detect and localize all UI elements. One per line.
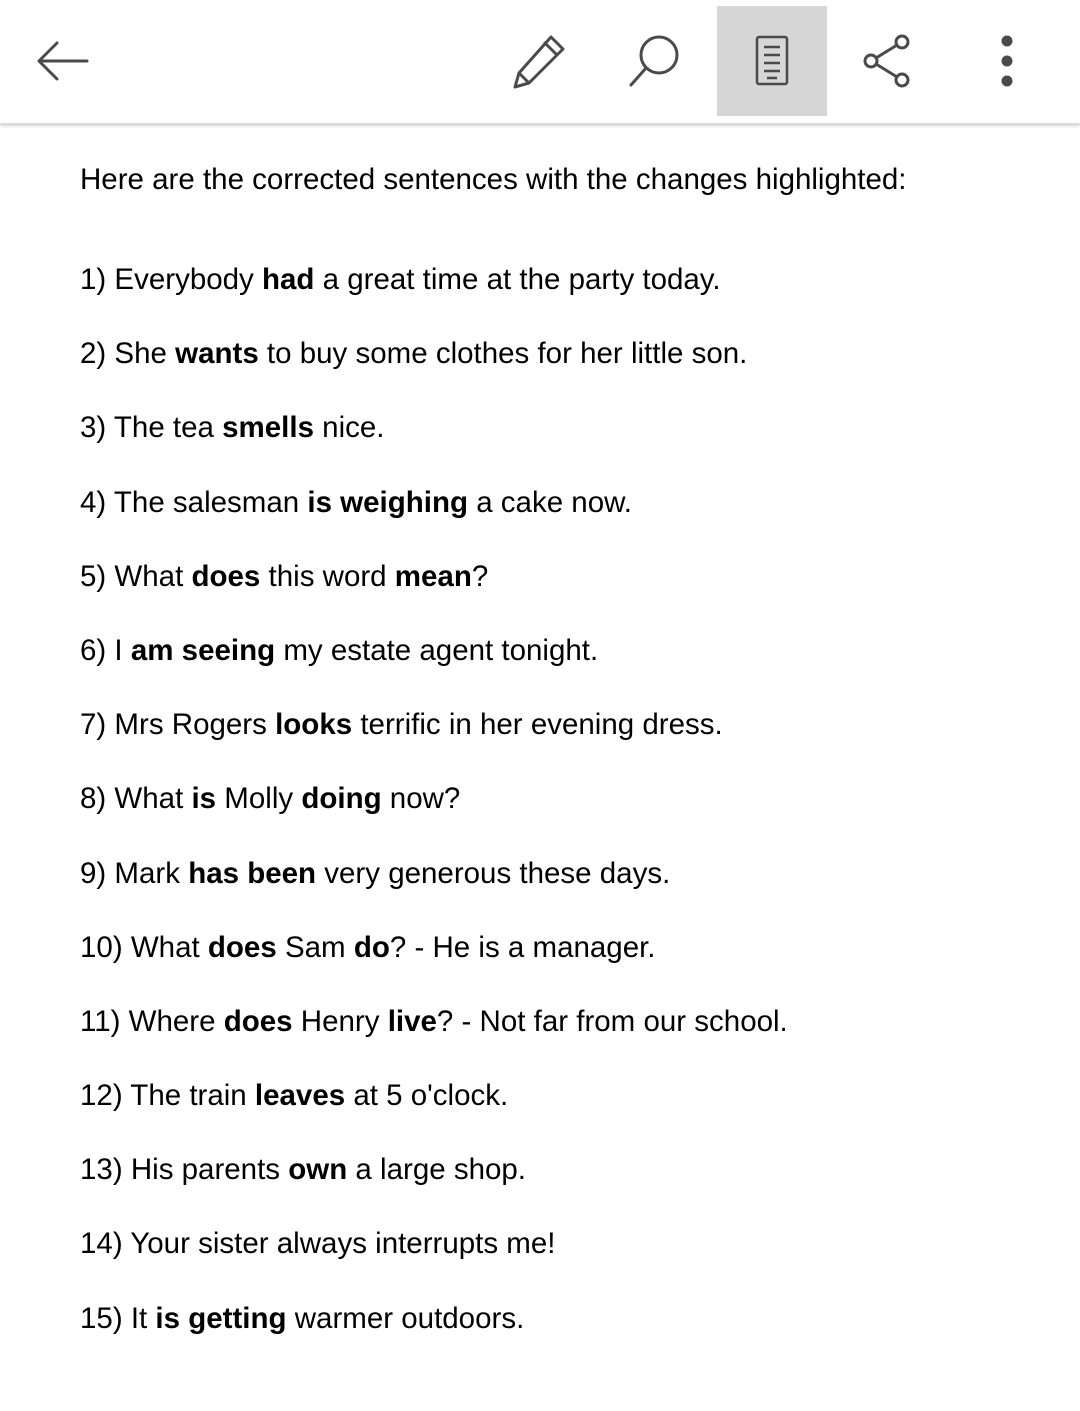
sentence-text: a great time at the party today. [314,263,721,296]
sentence-text: a large shop. [347,1153,526,1187]
sentence-text: 6) I [80,633,131,667]
share-button[interactable] [833,6,943,116]
sentence-text: this word [260,559,395,593]
sentence-text: 11) Where [80,1004,224,1038]
sentence-text: 12) The train [80,1079,255,1113]
sentence-text: ? - Not far from our school. [436,1004,788,1038]
app-toolbar [0,0,1080,124]
search-icon [627,33,683,89]
sentence-text: a cake now. [468,485,632,519]
sentence-text: 5) What [80,559,192,593]
highlighted-change: does [191,559,261,593]
highlighted-change: is [191,782,217,816]
mobile-view-icon [752,35,792,87]
highlighted-change: doing [301,782,382,816]
sentence-item [80,336,788,410]
sentence-text: ? [471,559,489,593]
sentence-text: 8) What [80,782,192,816]
highlighted-change: does [207,930,277,964]
more-vertical-icon [997,35,1017,87]
pencil-icon [511,33,567,89]
sentence-text: Henry [292,1004,388,1038]
sentence-text: very generous these days. [316,856,671,890]
share-icon [860,33,916,89]
sentence-item [80,410,788,484]
sentence-item [80,930,788,1004]
highlighted-change: smells [222,411,314,445]
highlighted-change: own [288,1153,348,1187]
sentence-text: at 5 o'clock. [345,1079,509,1113]
sentence-text: 2) She [80,337,176,371]
highlighted-change: do [353,930,390,964]
highlighted-change: has been [188,856,317,890]
sentence-item [80,707,788,781]
highlighted-change: is weighing [307,485,468,519]
sentence-text: my estate agent tonight. [275,633,599,667]
sentence-item [80,856,788,930]
highlighted-change: mean [394,559,472,593]
sentence-text: ? - He is a manager. [389,930,656,964]
sentence-item [80,1004,788,1078]
sentence-item [80,485,788,559]
edit-button[interactable] [484,6,594,116]
sentence-text: 4) The salesman [80,485,308,519]
intro-text: Here are the corrected sentences with the changes highlighted: [80,163,907,196]
reading-view-button[interactable] [717,6,827,116]
sentence-text: to buy some clothes for her little son. [258,337,748,371]
sentence-item [80,262,788,336]
arrow-left-icon [35,41,91,81]
highlighted-change: leaves [254,1079,346,1113]
sentence-text: Sam [276,930,354,964]
sentence-item [80,781,788,855]
sentence-text: 10) What [80,930,208,964]
highlighted-change: am seeing [130,633,276,667]
sentence-text: 9) Mark [80,856,189,890]
highlighted-change: looks [275,708,353,742]
sentence-item [80,633,788,707]
sentence-text: 14) Your sister always interrupts me! [80,1227,556,1261]
sentence-item [80,1152,788,1226]
sentence-text: now? [381,782,461,816]
sentence-text: Molly [216,782,302,816]
back-button[interactable] [8,6,118,116]
highlighted-change: had [262,263,315,296]
sentence-text: 15) It [80,1301,156,1335]
sentence-text: nice. [313,411,385,445]
sentence-text: 7) Mrs Rogers [80,708,276,742]
sentence-list [80,262,788,1375]
sentence-item [80,1226,788,1300]
search-button[interactable] [600,6,710,116]
highlighted-change: live [387,1004,437,1038]
highlighted-change: wants [175,337,259,371]
sentence-item [80,1078,788,1152]
sentence-text: warmer outdoors. [286,1301,525,1335]
sentence-text: 3) The tea [80,411,223,445]
highlighted-change: does [223,1004,293,1038]
sentence-text: 1) Everybody [80,263,262,296]
sentence-text: 13) His parents [80,1153,289,1187]
document-content [80,150,1040,1335]
highlighted-change: is getting [155,1301,287,1335]
sentence-item [80,559,788,633]
sentence-item [80,1301,788,1375]
more-options-button[interactable] [952,6,1062,116]
sentence-text: terrific in her evening dress. [352,708,723,742]
